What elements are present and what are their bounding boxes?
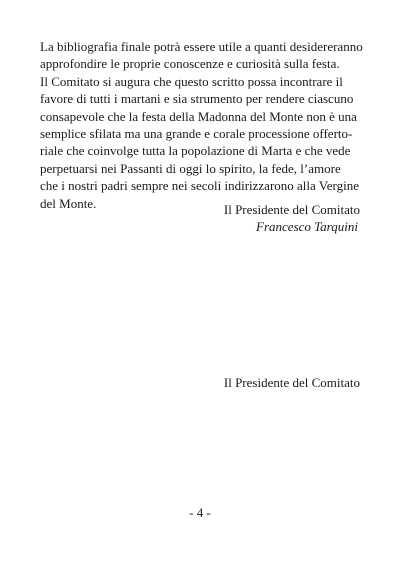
paragraph-line: del Monte. (40, 195, 97, 211)
signature-title: Il Presidente del Comitato (223, 375, 360, 390)
signature-block-bottom (40, 374, 360, 391)
page-number: - 4 - (189, 505, 211, 520)
signature-name: Francesco Tarquini (256, 219, 358, 235)
paragraph-line: Il Comitato si augura che questo scritto possa incontrare il (40, 73, 343, 89)
introduction-paragraph (40, 38, 370, 212)
paragraph-line: perpetuarsi nei Passanti di oggi lo spirito, la fede, l’amore (40, 160, 341, 176)
paragraph-line: La bibliografia finale potrà essere utile a quanti desidereranno (40, 39, 363, 54)
paragraph-line: approfondire le proprie conoscenze e curiosità sulla festa. (40, 56, 340, 72)
paragraph-line: consapevole che la festa della Madonna del Monte non è una (40, 108, 357, 124)
paragraph-line: semplice sfilata ma una grande e corale processione offerto- (40, 126, 353, 142)
paragraph-line: che i nostri padri sempre nei secoli indirizzarono alla Vergine (40, 178, 359, 194)
paragraph-line: favore di tutti i martani e sia strumento per rendere ciascuno (40, 91, 354, 107)
paragraph-line: riale che coinvolge tutta la popolazione di Marta e che vede (40, 143, 351, 159)
signature-block-top (40, 201, 360, 236)
signature-title: Il Presidente del Comitato (223, 202, 360, 217)
